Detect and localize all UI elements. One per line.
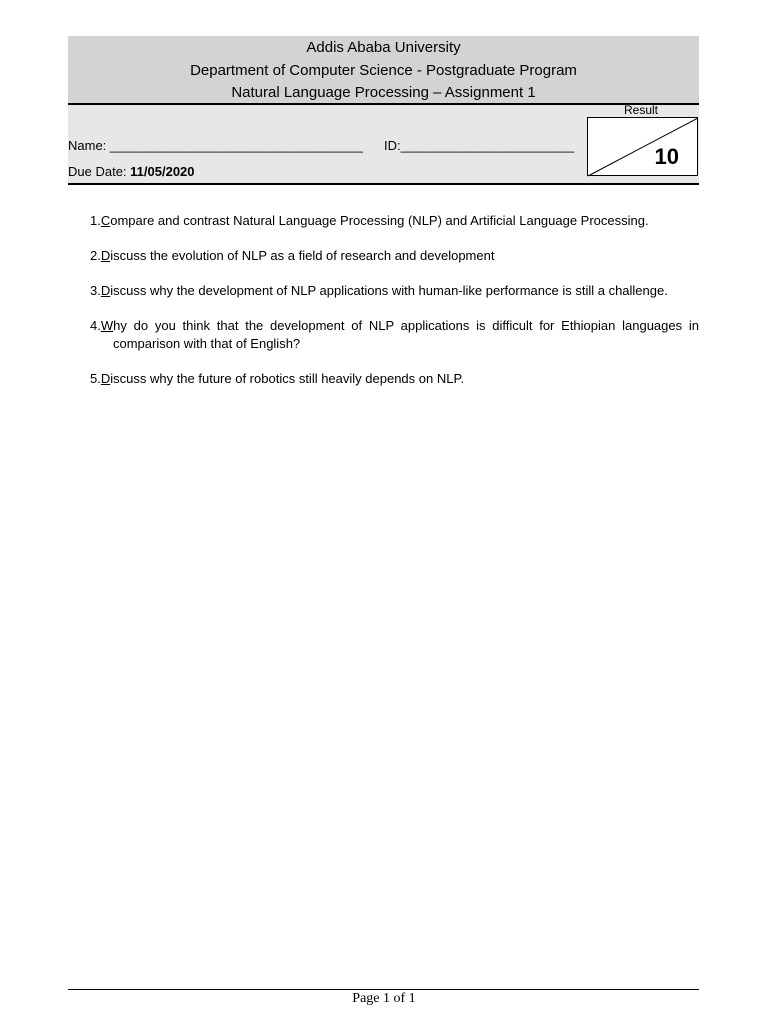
question-number: 2.: [90, 248, 101, 263]
department-name: Department of Computer Science - Postgraduate Program: [190, 61, 577, 79]
due-date-value: 11/05/2020: [130, 164, 195, 179]
due-date-label: Due Date:: [68, 164, 131, 179]
question-lead-letter: W: [100, 318, 114, 333]
result-score: 10: [654, 144, 679, 169]
result-box: [587, 117, 698, 176]
question-number: 5.: [90, 371, 101, 386]
question-number: 1.: [90, 213, 101, 228]
university-name: Addis Ababa University: [306, 39, 461, 56]
question-list: [90, 212, 699, 405]
question-number: 4.: [90, 318, 101, 333]
question-item: [90, 247, 699, 265]
course-title: Natural Language Processing – Assignment 1: [231, 84, 536, 101]
question-text: ompare and contrast Natural Language Processing (NLP) and Artificial Language Processing.: [110, 213, 649, 228]
question-lead-letter: C: [100, 213, 111, 228]
question-item: [90, 317, 699, 353]
question-item: [90, 370, 699, 388]
question-item: [90, 212, 699, 230]
question-lead-letter: D: [100, 371, 111, 386]
document-header: [68, 36, 699, 104]
question-text: iscuss the evolution of NLP as a field of research and development: [110, 248, 495, 263]
question-text: hy do you think that the development of NLP applications is difficult for Ethiopian languages in comparison with that of English?: [113, 318, 699, 351]
footer-divider: [68, 989, 699, 990]
result-diagonal: [588, 118, 699, 177]
question-lead-letter: D: [100, 248, 111, 263]
info-divider: [68, 183, 699, 185]
name-field: Name: ___________________________________: [68, 138, 363, 153]
page-number: Page 1 of 1: [352, 991, 416, 1006]
question-text: iscuss why the future of robotics still heavily depends on NLP.: [110, 371, 465, 386]
question-lead-letter: D: [100, 283, 111, 298]
due-date: [68, 164, 195, 179]
result-label: Result: [624, 103, 659, 117]
question-text: iscuss why the development of NLP applications with human-like performance is still a challenge.: [110, 283, 668, 298]
id-field: ID:________________________: [384, 138, 575, 153]
question-number: 3.: [90, 283, 101, 298]
question-item: [90, 282, 699, 300]
